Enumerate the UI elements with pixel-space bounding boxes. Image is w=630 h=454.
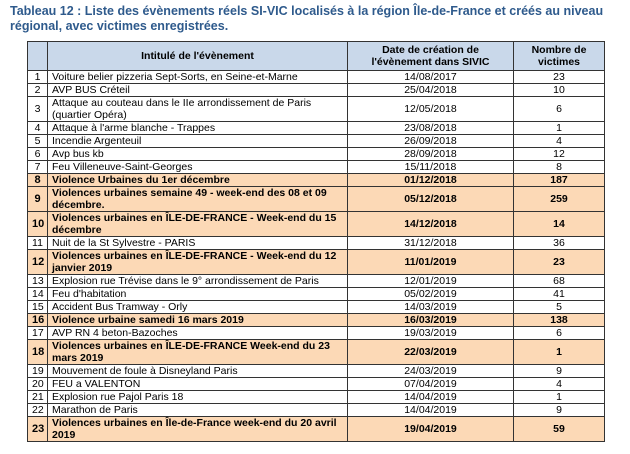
event-title: Mouvement de foule à Disneyland Paris [48, 365, 348, 378]
victim-count: 36 [514, 237, 605, 250]
row-number: 9 [28, 187, 48, 212]
event-date: 22/03/2019 [348, 340, 514, 365]
victim-count: 41 [514, 288, 605, 301]
event-date: 14/08/2017 [348, 71, 514, 84]
event-date: 14/12/2018 [348, 212, 514, 237]
event-date: 14/04/2019 [348, 391, 514, 404]
event-date: 14/03/2019 [348, 301, 514, 314]
table-row [28, 148, 605, 161]
table-row [28, 212, 605, 237]
row-number: 1 [28, 71, 48, 84]
event-title: AVP BUS Créteil [48, 84, 348, 97]
row-number: 17 [28, 327, 48, 340]
victim-count: 68 [514, 275, 605, 288]
event-date: 12/01/2019 [348, 275, 514, 288]
table-row [28, 250, 605, 275]
event-title: Feu d'habitation [48, 288, 348, 301]
event-date: 11/01/2019 [348, 250, 514, 275]
event-date: 12/05/2018 [348, 97, 514, 122]
victim-count: 12 [514, 148, 605, 161]
victim-count: 1 [514, 340, 605, 365]
row-number: 2 [28, 84, 48, 97]
row-number: 16 [28, 314, 48, 327]
table-row [28, 365, 605, 378]
table-row [28, 135, 605, 148]
event-title: Violences urbaines en ÎLE-DE-FRANCE - Week-end du 15 décembre [48, 212, 348, 237]
event-date: 23/08/2018 [348, 122, 514, 135]
row-number: 21 [28, 391, 48, 404]
event-title: Explosion rue Trévise dans le 9° arrondissement de Paris [48, 275, 348, 288]
table-row [28, 71, 605, 84]
header-date: Date de création de l'évènement dans SIVIC [348, 42, 514, 71]
victim-count: 23 [514, 71, 605, 84]
event-title: Nuit de la St Sylvestre - PARIS [48, 237, 348, 250]
table-row [28, 97, 605, 122]
event-title: Violences urbaines semaine 49 - week-end des 08 et 09 décembre. [48, 187, 348, 212]
table-row [28, 174, 605, 187]
event-date: 26/09/2018 [348, 135, 514, 148]
victim-count: 6 [514, 327, 605, 340]
event-date: 28/09/2018 [348, 148, 514, 161]
event-date: 19/04/2019 [348, 417, 514, 442]
table-row [28, 237, 605, 250]
event-title: Violence urbaine samedi 16 mars 2019 [48, 314, 348, 327]
header-victims: Nombre de victimes [514, 42, 605, 71]
table-header-row [28, 42, 605, 71]
event-title: Explosion rue Pajol Paris 18 [48, 391, 348, 404]
event-date: 31/12/2018 [348, 237, 514, 250]
event-date: 07/04/2019 [348, 378, 514, 391]
victim-count: 259 [514, 187, 605, 212]
victim-count: 6 [514, 97, 605, 122]
table-row [28, 340, 605, 365]
table-row [28, 288, 605, 301]
table-row [28, 404, 605, 417]
event-title: Incendie Argenteuil [48, 135, 348, 148]
victim-count: 23 [514, 250, 605, 275]
row-number: 18 [28, 340, 48, 365]
row-number: 8 [28, 174, 48, 187]
table-row [28, 417, 605, 442]
victim-count: 1 [514, 122, 605, 135]
table-body [28, 71, 605, 442]
event-title: Voiture belier pizzeria Sept-Sorts, en Seine-et-Marne [48, 71, 348, 84]
event-date: 16/03/2019 [348, 314, 514, 327]
event-title: Attaque à l'arme blanche - Trappes [48, 122, 348, 135]
event-title: Feu Villeneuve-Saint-Georges [48, 161, 348, 174]
victim-count: 4 [514, 378, 605, 391]
event-title: Accident Bus Tramway - Orly [48, 301, 348, 314]
event-title: FEU a VALENTON [48, 378, 348, 391]
event-date: 01/12/2018 [348, 174, 514, 187]
row-number: 23 [28, 417, 48, 442]
table-row [28, 327, 605, 340]
event-title: AVP RN 4 beton-Bazoches [48, 327, 348, 340]
table-row [28, 275, 605, 288]
victim-count: 59 [514, 417, 605, 442]
event-date: 05/12/2018 [348, 187, 514, 212]
event-date: 14/04/2019 [348, 404, 514, 417]
row-number: 6 [28, 148, 48, 161]
event-title: Avp bus kb [48, 148, 348, 161]
victim-count: 9 [514, 404, 605, 417]
row-number: 19 [28, 365, 48, 378]
event-date: 05/02/2019 [348, 288, 514, 301]
event-title: Violence Urbaines du 1er décembre [48, 174, 348, 187]
event-date: 24/03/2019 [348, 365, 514, 378]
table-row [28, 378, 605, 391]
table-row [28, 161, 605, 174]
row-number: 10 [28, 212, 48, 237]
header-num [28, 42, 48, 71]
row-number: 20 [28, 378, 48, 391]
victim-count: 10 [514, 84, 605, 97]
events-table [27, 41, 605, 442]
row-number: 12 [28, 250, 48, 275]
victim-count: 138 [514, 314, 605, 327]
table-caption: Tableau 12 : Liste des évènements réels SI-VIC localisés à la région Île-de-France et créés au niveau régional, avec victimes enregistrées. [10, 4, 604, 33]
event-title: Marathon de Paris [48, 404, 348, 417]
event-date: 19/03/2019 [348, 327, 514, 340]
event-date: 25/04/2018 [348, 84, 514, 97]
row-number: 22 [28, 404, 48, 417]
event-date: 15/11/2018 [348, 161, 514, 174]
row-number: 13 [28, 275, 48, 288]
row-number: 3 [28, 97, 48, 122]
table-row [28, 391, 605, 404]
victim-count: 8 [514, 161, 605, 174]
event-title: Violences urbaines en ÎLE-DE-FRANCE Week-end du 23 mars 2019 [48, 340, 348, 365]
row-number: 5 [28, 135, 48, 148]
table-row [28, 84, 605, 97]
table-row [28, 187, 605, 212]
victim-count: 4 [514, 135, 605, 148]
row-number: 15 [28, 301, 48, 314]
victim-count: 9 [514, 365, 605, 378]
event-title: Violences urbaines en ÎLE-DE-FRANCE - Week-end du 12 janvier 2019 [48, 250, 348, 275]
victim-count: 5 [514, 301, 605, 314]
row-number: 14 [28, 288, 48, 301]
event-title: Violences urbaines en Île-de-France week-end du 20 avril 2019 [48, 417, 348, 442]
event-title: Attaque au couteau dans le IIe arrondissement de Paris (quartier Opéra) [48, 97, 348, 122]
row-number: 7 [28, 161, 48, 174]
table-row [28, 122, 605, 135]
row-number: 4 [28, 122, 48, 135]
victim-count: 187 [514, 174, 605, 187]
victim-count: 1 [514, 391, 605, 404]
header-title: Intitulé de l'évènement [48, 42, 348, 71]
victim-count: 14 [514, 212, 605, 237]
table-row [28, 301, 605, 314]
row-number: 11 [28, 237, 48, 250]
table-row [28, 314, 605, 327]
